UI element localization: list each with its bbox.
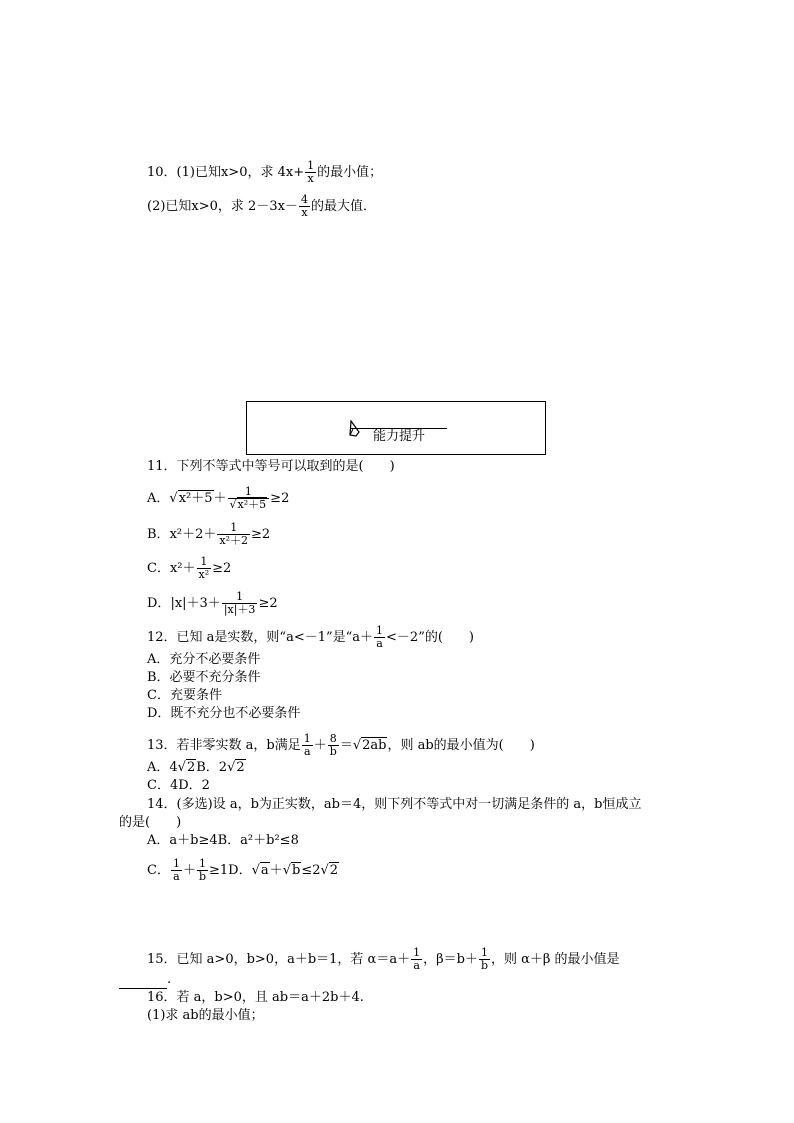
q13-options-cd: C．4D．2 [147,778,210,793]
fraction: $\frac{8}{b}$ [329,732,337,758]
fraction: $\frac{1}{b}$ [480,946,488,972]
q14-options-cd: C． $\frac{1}{a}$ ＋ $\frac{1}{b}$ ≥1D．√a＋√b≤2√2 [147,857,339,883]
fraction: $\frac{1}{x}$ [307,159,315,185]
fraction: $\frac{1}{a}$ [376,624,384,650]
q14-stem-line1: 14．(多选)设 a，b为正实数，ab＝4，则下列不等式中对一切满足条件的 a，b恒成立 [147,797,642,812]
q14-options-ab: A．a＋b≥4B．a²＋b²≤8 [147,833,299,848]
q11-option-d: D．|x|＋3＋ $\frac{1}{|x|+3}$ ≥2 [147,590,278,616]
q13-stem: 13．若非零实数 a，b满足 $\frac{1}{a}$ ＋ $\frac{8}{b}$ ＝√2ab，则 ab的最小值为( ) [147,732,535,758]
q13-options-ab: A．4√2B．2√2 [147,760,245,775]
fraction: $\frac{1}{|x|+3}$ [223,590,256,616]
q12-option-a: A．充分不必要条件 [147,652,261,667]
section-title: 能力提升 [351,428,447,445]
section-banner [246,401,546,455]
q10-line1: 10．(1)已知x>0，求 4x+ $\frac{1}{x}$ 的最小值； [147,159,383,185]
fraction: $\frac{4}{x}$ [300,193,308,219]
q15-answer-blank: . [119,972,171,989]
answer-blank [119,972,167,989]
q12-option-d: D．既不充分也不必要条件 [147,706,301,721]
q16-stem: 16．若 a，b>0，且 ab＝a＋2b＋4. [147,990,364,1005]
q12-stem: 12．已知 a是实数，则“a<－1”是“a＋ $\frac{1}{a}$ <－2”的( ) [147,624,474,650]
fraction: $\frac{1}{\text{x²＋2}}$ [219,521,249,547]
q10-line2: (2)已知x>0，求 2－3x－ $\frac{4}{x}$ 的最大值． [147,193,376,219]
q11-option-b: B．x²＋2＋ $\frac{1}{\text{x²＋2}}$ ≥2 [147,521,271,547]
q12-option-b: B．必要不充分条件 [147,670,261,685]
fraction: $\frac{1}{a}$ [172,857,180,883]
fraction: $\frac{1}{b}$ [198,857,207,883]
q11-option-c: C．x²＋ $\frac{1}{\text{x²}}$ ≥2 [147,555,232,581]
fraction: $\frac{1}{\text{x²}}$ [198,555,210,581]
q12-option-c: C．充要条件 [147,688,222,703]
q11-option-a: A．√x²＋5＋ $\frac{1}{\text{√x²＋5}}$ ≥2 [147,485,290,511]
q14-stem-line2: 的是( ) [119,815,182,830]
fraction: $\frac{1}{a}$ [303,732,311,758]
q16-part1: (1)求 ab的最小值； [147,1008,264,1023]
fraction: $\frac{1}{\text{√x²＋5}}$ [228,486,270,511]
fraction: $\frac{1}{a}$ [413,946,421,972]
q11-stem: 11．下列不等式中等号可以取到的是( ) [147,459,395,474]
q15-stem: 15．已知 a>0，b>0，a＋b＝1，若 α＝a＋ $\frac{1}{a}$ ，β＝b＋ $\frac{1}{b}$ ，则 α＋β 的最小值是 [147,946,620,972]
